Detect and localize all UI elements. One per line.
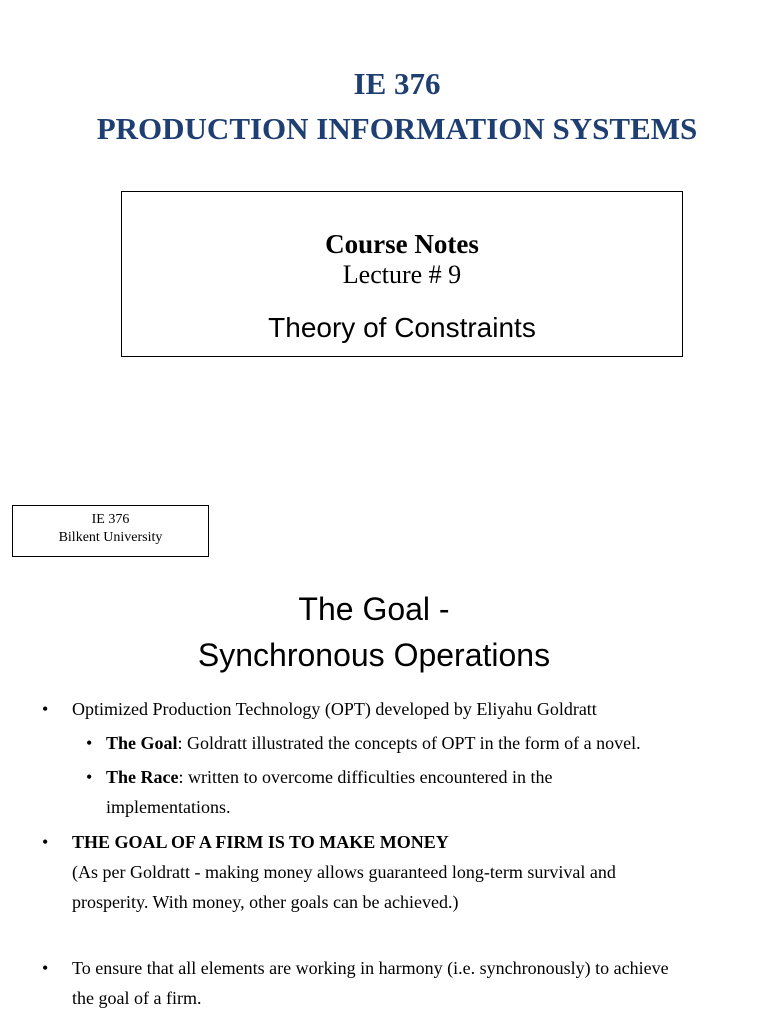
footer-university: Bilkent University xyxy=(58,530,163,545)
bullet-3-text: : written to overcome difficulties encountered in the xyxy=(178,767,553,787)
course-title: PRODUCTION INFORMATION SYSTEMS xyxy=(96,111,698,146)
bullet-glyph: • xyxy=(42,958,49,978)
course-code: IE 376 xyxy=(353,66,441,101)
bullet-5-text: To ensure that all elements are working in harmony (i.e. synchronously) to achieve xyxy=(72,958,669,978)
course-notes-heading: Course Notes xyxy=(325,229,479,259)
sub-bullet-glyph: • xyxy=(86,767,93,787)
bullet-3-bold: The Race xyxy=(106,767,179,787)
bullet-3-continuation: implementations. xyxy=(106,797,231,817)
bullet-3-line xyxy=(106,762,553,792)
lecture-topic: Theory of Constraints xyxy=(268,312,536,343)
bullet-1-text: Optimized Production Technology (OPT) developed by Eliyahu Goldratt xyxy=(72,699,597,719)
slide-title-line2: Synchronous Operations xyxy=(197,637,551,673)
footer-box xyxy=(12,505,209,557)
bullet-4-bold: THE GOAL OF A FIRM IS TO MAKE MONEY xyxy=(72,832,449,852)
bullet-2-text: : Goldratt illustrated the concepts of OPT in the form of a novel. xyxy=(177,733,641,753)
bullet-2-bold: The Goal xyxy=(106,733,178,753)
bullet-4-line2: (As per Goldratt - making money allows guaranteed long-term survival and xyxy=(72,862,616,882)
course-notes-box xyxy=(121,191,683,357)
bullet-glyph: • xyxy=(42,699,49,719)
sub-bullet-glyph: • xyxy=(86,733,93,753)
footer-course: IE 376 xyxy=(91,512,130,527)
bullet-4-line xyxy=(72,827,449,857)
bullet-5-continuation: the goal of a firm. xyxy=(72,988,202,1008)
lecture-number: Lecture # 9 xyxy=(342,260,462,289)
bullet-glyph: • xyxy=(42,832,49,852)
bullet-2-line xyxy=(106,728,641,758)
slide-title xyxy=(0,586,748,678)
bullet-4-line3: prosperity. With money, other goals can be achieved.) xyxy=(72,892,459,912)
slide-title-line1: The Goal - xyxy=(298,591,450,627)
